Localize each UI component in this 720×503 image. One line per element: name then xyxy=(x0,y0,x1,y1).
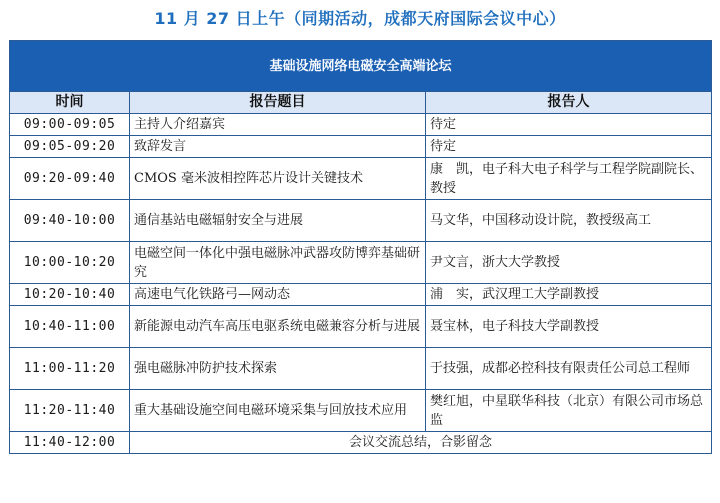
table-row xyxy=(10,390,712,432)
speaker-cell: 樊红旭，中星联华科技（北京）有限公司市场总监 xyxy=(426,390,712,432)
column-header-row xyxy=(10,92,712,114)
table-row xyxy=(10,136,712,158)
speaker-cell: 待定 xyxy=(426,114,712,136)
forum-title: 基础设施网络电磁安全高端论坛 xyxy=(10,41,712,92)
speaker-cell: 于技强，成都必控科技有限责任公司总工程师 xyxy=(426,348,712,390)
topic-cell: 强电磁脉冲防护技术探索 xyxy=(130,348,426,390)
time-cell: 11:20-11:40 xyxy=(10,390,130,432)
topic-cell: 重大基础设施空间电磁环境采集与回放技术应用 xyxy=(130,390,426,432)
time-cell: 10:00-10:20 xyxy=(10,242,130,284)
column-header-speaker: 报告人 xyxy=(426,92,712,114)
table-row xyxy=(10,242,712,284)
closing-row xyxy=(10,432,712,454)
table-row xyxy=(10,348,712,390)
speaker-cell: 浦 实，武汉理工大学副教授 xyxy=(426,284,712,306)
topic-cell: 新能源电动汽车高压电驱系统电磁兼容分析与进展 xyxy=(130,306,426,348)
time-cell: 10:40-11:00 xyxy=(10,306,130,348)
table-row xyxy=(10,114,712,136)
time-cell: 09:20-09:40 xyxy=(10,158,130,200)
speaker-cell: 康 凯，电子科大电子科学与工程学院副院长、教授 xyxy=(426,158,712,200)
column-header-time: 时间 xyxy=(10,92,130,114)
topic-cell: 高速电气化铁路弓—网动态 xyxy=(130,284,426,306)
time-cell: 09:40-10:00 xyxy=(10,200,130,242)
speaker-cell: 尹文言，浙大大学教授 xyxy=(426,242,712,284)
topic-cell: 电磁空间一体化中强电磁脉冲武器攻防博弈基础研究 xyxy=(130,242,426,284)
closing-cell: 会议交流总结，合影留念 xyxy=(130,432,712,454)
table-row xyxy=(10,200,712,242)
speaker-cell: 待定 xyxy=(426,136,712,158)
topic-cell: 主持人介绍嘉宾 xyxy=(130,114,426,136)
time-cell: 10:20-10:40 xyxy=(10,284,130,306)
time-cell: 11:40-12:00 xyxy=(10,432,130,454)
time-cell: 11:00-11:20 xyxy=(10,348,130,390)
table-row xyxy=(10,158,712,200)
page-title: 11 月 27 日上午（同期活动，成都天府国际会议中心） xyxy=(154,9,566,28)
topic-cell: 通信基站电磁辐射安全与进展 xyxy=(130,200,426,242)
table-row xyxy=(10,284,712,306)
speaker-cell: 聂宝林，电子科技大学副教授 xyxy=(426,306,712,348)
agenda-table xyxy=(9,40,712,454)
time-cell: 09:00-09:05 xyxy=(10,114,130,136)
table-row xyxy=(10,306,712,348)
column-header-topic: 报告题目 xyxy=(130,92,426,114)
speaker-cell: 马文华，中国移动设计院，教授级高工 xyxy=(426,200,712,242)
topic-cell: 致辞发言 xyxy=(130,136,426,158)
time-cell: 09:05-09:20 xyxy=(10,136,130,158)
topic-cell: CMOS 毫米波相控阵芯片设计关键技术 xyxy=(130,158,426,200)
